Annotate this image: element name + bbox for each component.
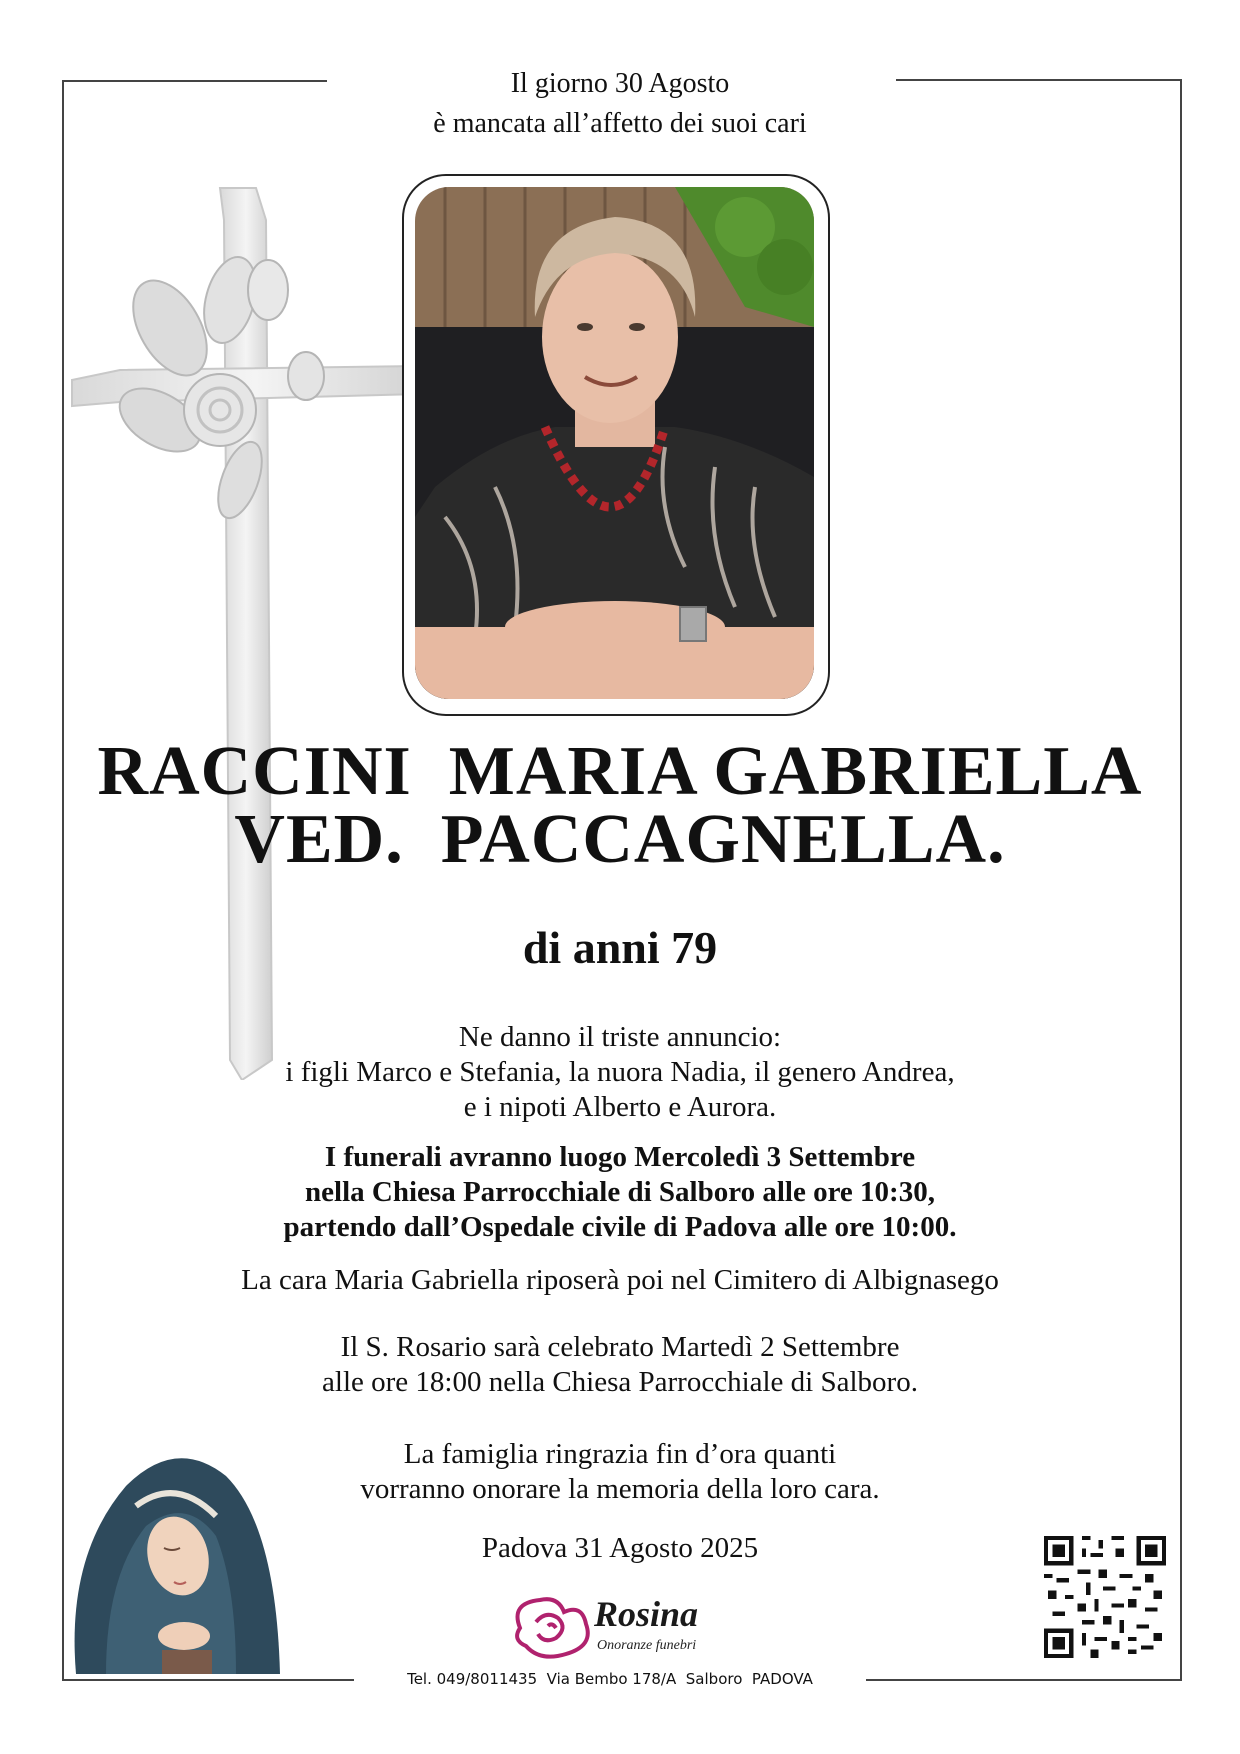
rosary-line-2: alle ore 18:00 nella Chiesa Parrocchiale di Salboro.: [322, 1366, 918, 1398]
rosary-line-1: Il S. Rosario sarà celebrato Martedì 2 Settembre: [340, 1331, 900, 1363]
brand-name: Rosina: [594, 1594, 699, 1634]
brand-tagline: Onoranze funebri: [597, 1638, 697, 1653]
announcement-line-2: i figli Marco e Stefania, la nuora Nadia, il genero Andrea,: [285, 1056, 955, 1088]
funeral-text: [0, 1140, 1240, 1245]
place-date-text: Padova 31 Agosto 2025: [481, 1532, 759, 1564]
rosary-text: [0, 1330, 1240, 1400]
deceased-name: [0, 733, 1240, 878]
intro-line-1: Il giorno 30 Agosto: [510, 68, 730, 99]
announcement-text: [0, 1020, 1240, 1125]
contact-info: Tel. 049/8011435 Via Bembo 178/A Salboro PADOVA: [407, 1670, 813, 1688]
thanks-line-2: vorranno onorare la memoria della loro cara.: [360, 1473, 880, 1505]
funeral-line-3: partendo dall’Ospedale civile di Padova alle ore 10:00.: [283, 1211, 957, 1243]
madonna-image: [66, 1436, 280, 1674]
name-line-2: VED. PACCAGNELLA.: [234, 801, 1006, 878]
funeral-line-2: nella Chiesa Parrocchiale di Salboro alle ore 10:30,: [305, 1176, 935, 1208]
name-line-1: RACCINI MARIA GABRIELLA: [97, 733, 1143, 810]
intro-line-2: è mancata all’affetto dei suoi cari: [433, 108, 807, 139]
intro-text: [0, 64, 1240, 144]
announcement-line-1: Ne danno il triste annuncio:: [458, 1021, 782, 1053]
burial-text: La cara Maria Gabriella riposerà poi nel Cimitero di Albignasego: [241, 1264, 999, 1296]
age-text: di anni 79: [522, 922, 718, 973]
qr-code-icon[interactable]: [1044, 1536, 1166, 1658]
funeral-line-1: I funerali avranno luogo Mercoledì 3 Settembre: [324, 1141, 916, 1173]
frame-bottom-left-line: [62, 1679, 354, 1681]
announcement-line-3: e i nipoti Alberto e Aurora.: [463, 1091, 777, 1123]
frame-bottom-right-line: [866, 1679, 1182, 1681]
thanks-line-1: La famiglia ringrazia fin d’ora quanti: [403, 1438, 837, 1470]
portrait-photo: [415, 187, 814, 699]
